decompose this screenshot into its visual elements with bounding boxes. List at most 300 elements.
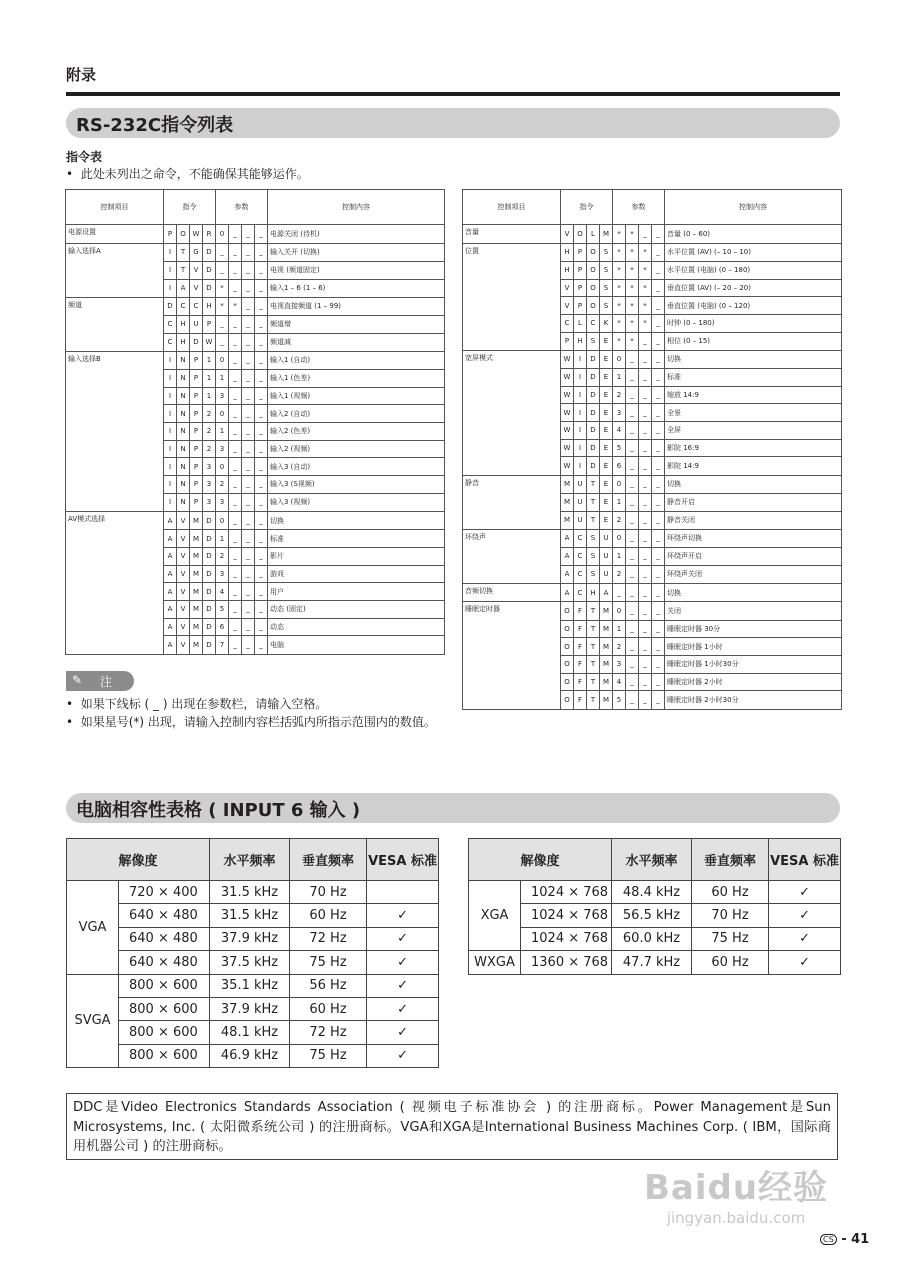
command-char: D <box>203 512 216 530</box>
command-char: A <box>164 565 177 583</box>
param-char: _ <box>255 279 268 297</box>
vesa-check: ✓ <box>367 974 439 997</box>
command-item <box>66 583 164 601</box>
command-char: T <box>587 673 600 691</box>
param-char: 1 <box>216 370 229 388</box>
command-char: D <box>203 636 216 654</box>
command-row <box>463 529 842 547</box>
command-char: P <box>574 279 587 297</box>
vesa-check: ✓ <box>367 951 439 974</box>
command-char: M <box>561 511 574 529</box>
param-char: _ <box>626 369 639 387</box>
param-char: _ <box>255 261 268 279</box>
command-item <box>66 370 164 388</box>
param-char: _ <box>652 656 665 674</box>
param-char: _ <box>255 370 268 388</box>
command-char: N <box>177 351 190 369</box>
pc-row <box>67 927 439 950</box>
command-char: O <box>561 656 574 674</box>
command-char: M <box>600 602 613 620</box>
param-char: _ <box>639 439 652 457</box>
param-char: * <box>626 279 639 297</box>
param-char: _ <box>242 476 255 494</box>
command-char: I <box>574 439 587 457</box>
param-char: _ <box>652 369 665 387</box>
vfreq-cell: 60 Hz <box>692 951 769 974</box>
command-row <box>463 422 842 440</box>
col-param: 参数 <box>613 190 665 225</box>
command-content: 时钟 (0 – 180) <box>665 314 842 332</box>
param-char: _ <box>626 511 639 529</box>
command-char: D <box>190 333 203 351</box>
command-char: U <box>600 565 613 583</box>
command-content: 缩放 14:9 <box>665 386 842 404</box>
param-char: _ <box>255 297 268 315</box>
col-hfreq: 水平频率 <box>210 839 290 881</box>
command-char: S <box>600 279 613 297</box>
param-char: _ <box>652 225 665 244</box>
command-char: D <box>203 530 216 548</box>
command-char: A <box>561 583 574 602</box>
command-char: W <box>561 386 574 404</box>
param-char: _ <box>639 404 652 422</box>
command-char: H <box>561 261 574 279</box>
resolution-cell: 800 × 600 <box>119 1044 210 1067</box>
command-char: U <box>574 493 587 511</box>
param-char: _ <box>626 673 639 691</box>
command-char: D <box>587 422 600 440</box>
param-char: _ <box>242 618 255 636</box>
param-char: _ <box>255 530 268 548</box>
command-item <box>66 387 164 405</box>
command-item <box>66 493 164 511</box>
param-char: _ <box>255 387 268 405</box>
param-char: 1 <box>613 369 626 387</box>
command-char: I <box>164 440 177 458</box>
command-char: C <box>190 297 203 315</box>
command-char: D <box>587 457 600 475</box>
command-content: 关闭 <box>665 602 842 620</box>
command-item <box>66 618 164 636</box>
param-char: _ <box>639 511 652 529</box>
param-char: _ <box>242 405 255 423</box>
command-content: 电脑 <box>268 636 445 654</box>
command-row <box>66 333 445 351</box>
command-char: 1 <box>203 370 216 388</box>
param-char: _ <box>626 529 639 547</box>
command-char: S <box>587 547 600 565</box>
command-char: C <box>164 315 177 333</box>
pc-row <box>67 1044 439 1067</box>
param-char: _ <box>652 602 665 620</box>
command-item <box>463 565 561 583</box>
command-char: M <box>190 600 203 618</box>
command-char: T <box>587 493 600 511</box>
command-char: P <box>574 261 587 279</box>
param-char: * <box>613 314 626 332</box>
param-char: _ <box>652 332 665 350</box>
command-item <box>463 314 561 332</box>
command-char: A <box>164 547 177 565</box>
hfreq-cell: 48.4 kHz <box>612 881 692 904</box>
command-char: V <box>177 530 190 548</box>
col-resolution: 解像度 <box>67 839 210 881</box>
command-char: W <box>561 457 574 475</box>
command-row <box>463 583 842 602</box>
param-char: _ <box>639 332 652 350</box>
command-char: M <box>600 638 613 656</box>
command-table-header <box>66 190 445 225</box>
command-table-left <box>65 189 445 655</box>
param-char: 3 <box>216 440 229 458</box>
param-char: 2 <box>216 547 229 565</box>
command-char: I <box>574 369 587 387</box>
command-content: 全屏 <box>665 422 842 440</box>
param-char: 0 <box>216 351 229 369</box>
command-char: I <box>164 351 177 369</box>
param-char: * <box>639 297 652 315</box>
vesa-check: ✓ <box>769 927 841 950</box>
hfreq-cell: 35.1 kHz <box>210 974 290 997</box>
param-char: * <box>613 225 626 244</box>
command-char: M <box>561 493 574 511</box>
command-content: 用户 <box>268 583 445 601</box>
pc-title-bar <box>66 793 840 823</box>
command-char: W <box>190 225 203 244</box>
command-row <box>463 511 842 529</box>
param-char: _ <box>639 422 652 440</box>
param-char: _ <box>652 350 665 368</box>
command-row <box>463 350 842 368</box>
command-item: 宽屏模式 <box>463 350 561 368</box>
vfreq-cell: 60 Hz <box>290 904 367 927</box>
command-content: 动态 (固定) <box>268 600 445 618</box>
command-content: 频道增 <box>268 315 445 333</box>
command-char: I <box>164 423 177 441</box>
command-char: V <box>177 618 190 636</box>
command-char: V <box>561 279 574 297</box>
param-char: * <box>613 261 626 279</box>
param-char: _ <box>242 225 255 244</box>
command-item <box>463 404 561 422</box>
command-char: O <box>561 602 574 620</box>
command-item <box>66 279 164 297</box>
param-char: _ <box>255 405 268 423</box>
command-char: D <box>203 583 216 601</box>
command-row <box>66 493 445 511</box>
command-char: D <box>587 439 600 457</box>
command-char: O <box>574 225 587 244</box>
command-item <box>66 565 164 583</box>
param-char: _ <box>229 225 242 244</box>
vfreq-cell: 56 Hz <box>290 974 367 997</box>
vesa-check: ✓ <box>367 927 439 950</box>
command-char: P <box>190 440 203 458</box>
param-char: _ <box>626 638 639 656</box>
param-char: 2 <box>613 511 626 529</box>
command-item <box>463 620 561 638</box>
pc-row <box>67 904 439 927</box>
param-char: _ <box>652 457 665 475</box>
command-item: 输入选择B <box>66 351 164 369</box>
command-row <box>463 656 842 674</box>
command-char: S <box>600 297 613 315</box>
command-item <box>66 476 164 494</box>
vesa-check: ✓ <box>367 1044 439 1067</box>
param-char: * <box>229 297 242 315</box>
param-char: _ <box>639 386 652 404</box>
command-item <box>463 386 561 404</box>
vesa-check: ✓ <box>367 904 439 927</box>
param-char: 4 <box>216 583 229 601</box>
command-char: A <box>561 547 574 565</box>
command-char: H <box>561 243 574 261</box>
param-char: * <box>626 225 639 244</box>
command-item <box>66 423 164 441</box>
param-char: 1 <box>613 547 626 565</box>
command-content: 输入1 (色差) <box>268 370 445 388</box>
command-row <box>463 243 842 261</box>
pc-row <box>469 881 841 904</box>
hfreq-cell: 31.5 kHz <box>210 904 290 927</box>
command-row <box>463 493 842 511</box>
command-content: 睡眠定时器 30分 <box>665 620 842 638</box>
command-row <box>463 475 842 493</box>
command-char: E <box>600 404 613 422</box>
hfreq-cell: 46.9 kHz <box>210 1044 290 1067</box>
command-char: E <box>600 332 613 350</box>
command-item: 频道 <box>66 297 164 315</box>
param-char: 0 <box>216 405 229 423</box>
command-char: T <box>177 261 190 279</box>
param-char: 5 <box>613 691 626 709</box>
command-char: A <box>177 279 190 297</box>
param-char: _ <box>242 600 255 618</box>
param-char: * <box>613 279 626 297</box>
hfreq-cell: 48.1 kHz <box>210 1021 290 1044</box>
command-item <box>66 333 164 351</box>
command-char: D <box>164 297 177 315</box>
param-char: _ <box>229 351 242 369</box>
param-char: 1 <box>216 530 229 548</box>
command-char: V <box>177 600 190 618</box>
command-char: D <box>587 369 600 387</box>
command-char: E <box>600 511 613 529</box>
param-char: _ <box>242 351 255 369</box>
command-row <box>66 351 445 369</box>
command-char: N <box>177 476 190 494</box>
param-char: _ <box>626 656 639 674</box>
command-char: I <box>574 422 587 440</box>
param-char: _ <box>229 565 242 583</box>
command-char: P <box>190 458 203 476</box>
command-row <box>463 369 842 387</box>
command-char: D <box>587 386 600 404</box>
col-vfreq: 垂直频率 <box>692 839 769 881</box>
param-char: 0 <box>613 529 626 547</box>
param-char: _ <box>216 243 229 261</box>
param-char: 3 <box>216 493 229 511</box>
param-char: _ <box>626 565 639 583</box>
pc-row <box>469 927 841 950</box>
param-char: _ <box>229 583 242 601</box>
param-char: * <box>626 261 639 279</box>
command-row <box>463 602 842 620</box>
param-char: 0 <box>613 475 626 493</box>
pc-group-name: XGA <box>469 881 521 951</box>
col-content: 控制内容 <box>665 190 842 225</box>
command-row <box>66 243 445 261</box>
command-char: V <box>177 636 190 654</box>
command-char: P <box>190 351 203 369</box>
param-char: _ <box>626 350 639 368</box>
pc-row <box>469 904 841 927</box>
command-row <box>66 583 445 601</box>
command-content: 水平位置 (电脑) (0 – 180) <box>665 261 842 279</box>
page-number-value: 41 <box>851 1232 870 1247</box>
vfreq-cell: 72 Hz <box>290 1021 367 1044</box>
param-char: _ <box>242 297 255 315</box>
command-row <box>463 638 842 656</box>
command-char: W <box>561 422 574 440</box>
pc-table-left <box>66 838 439 1068</box>
resolution-cell: 640 × 480 <box>119 927 210 950</box>
command-char: T <box>587 656 600 674</box>
param-char: _ <box>216 333 229 351</box>
note-bullet-2: • 如果星号(*) 出现，请输入控制内容栏括弧内所指示范围内的数值。 <box>66 715 436 729</box>
param-char: _ <box>639 656 652 674</box>
param-char: 3 <box>216 565 229 583</box>
param-char: _ <box>639 457 652 475</box>
param-char: 3 <box>613 404 626 422</box>
command-char: N <box>177 423 190 441</box>
hfreq-cell: 47.7 kHz <box>612 951 692 974</box>
command-char: O <box>587 279 600 297</box>
hfreq-cell: 37.5 kHz <box>210 951 290 974</box>
command-char: I <box>164 387 177 405</box>
command-content: 切换 <box>268 512 445 530</box>
command-char: N <box>177 458 190 476</box>
resolution-cell: 640 × 480 <box>119 951 210 974</box>
command-char: C <box>164 333 177 351</box>
col-resolution: 解像度 <box>469 839 612 881</box>
param-char: 6 <box>613 457 626 475</box>
command-char: 3 <box>203 458 216 476</box>
param-char: _ <box>229 315 242 333</box>
param-char: _ <box>242 493 255 511</box>
command-row <box>66 476 445 494</box>
command-char: T <box>587 638 600 656</box>
command-row <box>463 673 842 691</box>
command-char: T <box>177 243 190 261</box>
command-char: E <box>600 386 613 404</box>
command-char: D <box>203 600 216 618</box>
param-char: _ <box>639 369 652 387</box>
command-char: V <box>190 261 203 279</box>
command-item <box>66 261 164 279</box>
param-char: _ <box>255 440 268 458</box>
command-char: C <box>177 297 190 315</box>
param-char: * <box>639 261 652 279</box>
command-char: F <box>574 620 587 638</box>
command-content: 输入2 (视频) <box>268 440 445 458</box>
command-char: L <box>587 225 600 244</box>
command-char: I <box>164 405 177 423</box>
command-content: 睡眠定时器 2小时30分 <box>665 691 842 709</box>
param-char: * <box>626 243 639 261</box>
hfreq-cell: 56.5 kHz <box>612 904 692 927</box>
command-char: M <box>190 583 203 601</box>
command-char: F <box>574 638 587 656</box>
param-char: _ <box>242 512 255 530</box>
param-char: _ <box>255 315 268 333</box>
command-char: U <box>600 529 613 547</box>
command-content: 睡眠定时器 2小时 <box>665 673 842 691</box>
command-row <box>463 332 842 350</box>
command-row <box>66 279 445 297</box>
vesa-check: ✓ <box>769 951 841 974</box>
vfreq-cell: 60 Hz <box>290 997 367 1020</box>
pc-table-right <box>468 838 841 975</box>
command-item <box>463 673 561 691</box>
command-char: A <box>164 618 177 636</box>
command-item <box>463 332 561 350</box>
command-content: 影院 14:9 <box>665 457 842 475</box>
command-row <box>66 225 445 244</box>
command-char: V <box>177 565 190 583</box>
vfreq-cell: 75 Hz <box>692 927 769 950</box>
param-char: _ <box>255 351 268 369</box>
param-char: 5 <box>613 439 626 457</box>
param-char: _ <box>229 493 242 511</box>
command-char: M <box>190 547 203 565</box>
command-row <box>463 439 842 457</box>
command-char: P <box>574 297 587 315</box>
param-char: _ <box>242 547 255 565</box>
command-row <box>463 620 842 638</box>
command-char: E <box>600 422 613 440</box>
vesa-check: ✓ <box>769 904 841 927</box>
command-content: 输入2 (自动) <box>268 405 445 423</box>
command-char: A <box>600 583 613 602</box>
param-char: _ <box>639 350 652 368</box>
param-char: _ <box>242 530 255 548</box>
command-item <box>66 440 164 458</box>
command-char: P <box>190 423 203 441</box>
command-row <box>463 565 842 583</box>
param-char: _ <box>652 691 665 709</box>
command-row <box>66 315 445 333</box>
col-item: 控制项目 <box>66 190 164 225</box>
command-char: W <box>561 439 574 457</box>
command-char: 2 <box>203 423 216 441</box>
command-content: 全景 <box>665 404 842 422</box>
command-char: W <box>203 333 216 351</box>
param-char: _ <box>639 583 652 602</box>
command-char: M <box>600 673 613 691</box>
param-char: _ <box>613 583 626 602</box>
param-char: _ <box>229 476 242 494</box>
command-char: 2 <box>203 405 216 423</box>
param-char: * <box>626 332 639 350</box>
command-char: C <box>574 529 587 547</box>
command-char: S <box>600 243 613 261</box>
command-char: N <box>177 387 190 405</box>
command-content: 输入3 (自动) <box>268 458 445 476</box>
vfreq-cell: 70 Hz <box>290 881 367 904</box>
param-char: _ <box>229 279 242 297</box>
command-content: 相位 (0 – 15) <box>665 332 842 350</box>
